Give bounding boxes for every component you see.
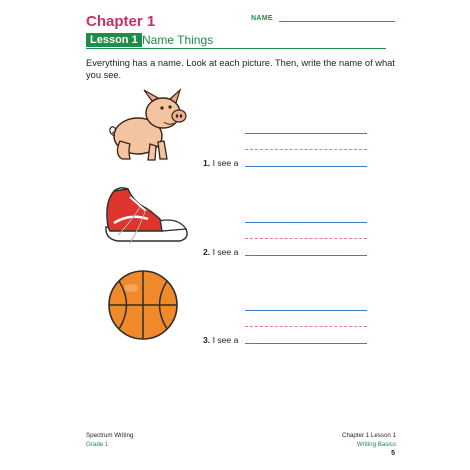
guide-mid-line-3 xyxy=(245,326,367,327)
item-1-prompt xyxy=(203,158,238,168)
item-2-number: 2. xyxy=(203,247,211,257)
item-3-text: I see a xyxy=(212,335,239,345)
lesson-tag: Lesson 1 xyxy=(86,33,142,47)
item-1-answer-line[interactable] xyxy=(245,166,367,167)
guide-top-line-1 xyxy=(245,133,367,134)
item-2-prompt xyxy=(203,247,238,257)
name-label: NAME xyxy=(251,15,273,22)
item-3-number: 3. xyxy=(203,335,211,345)
footer-grade: Grade 1 xyxy=(86,441,109,448)
guide-top-line-2 xyxy=(245,222,367,223)
footer-chapter-lesson: Chapter 1 Lesson 1 xyxy=(341,432,396,439)
guide-top-line-3 xyxy=(245,310,367,311)
page-number: 5 xyxy=(391,450,395,457)
item-3-prompt xyxy=(203,335,238,345)
item-2-answer-line[interactable] xyxy=(245,255,367,256)
instructions: Everything has a name. Look at each picture. Then, write the name of what you see. xyxy=(86,58,395,80)
footer-section: Writing Basics xyxy=(356,441,396,448)
item-2-text: I see a xyxy=(212,247,239,257)
name-write-line[interactable] xyxy=(279,21,395,22)
guide-mid-line-1 xyxy=(245,149,367,150)
lesson-title: Name Things xyxy=(142,33,214,47)
sneaker-icon xyxy=(100,183,192,251)
item-1-number: 1. xyxy=(203,158,211,168)
lesson-divider xyxy=(86,48,386,49)
basketball-icon xyxy=(104,266,182,344)
item-3-answer-line[interactable] xyxy=(245,343,367,344)
item-1-text: I see a xyxy=(212,158,239,168)
chapter-title: Chapter 1 xyxy=(86,13,156,30)
footer-book-title: Spectrum Writing xyxy=(86,432,134,439)
pig-icon xyxy=(100,86,195,166)
guide-mid-line-2 xyxy=(245,238,367,239)
